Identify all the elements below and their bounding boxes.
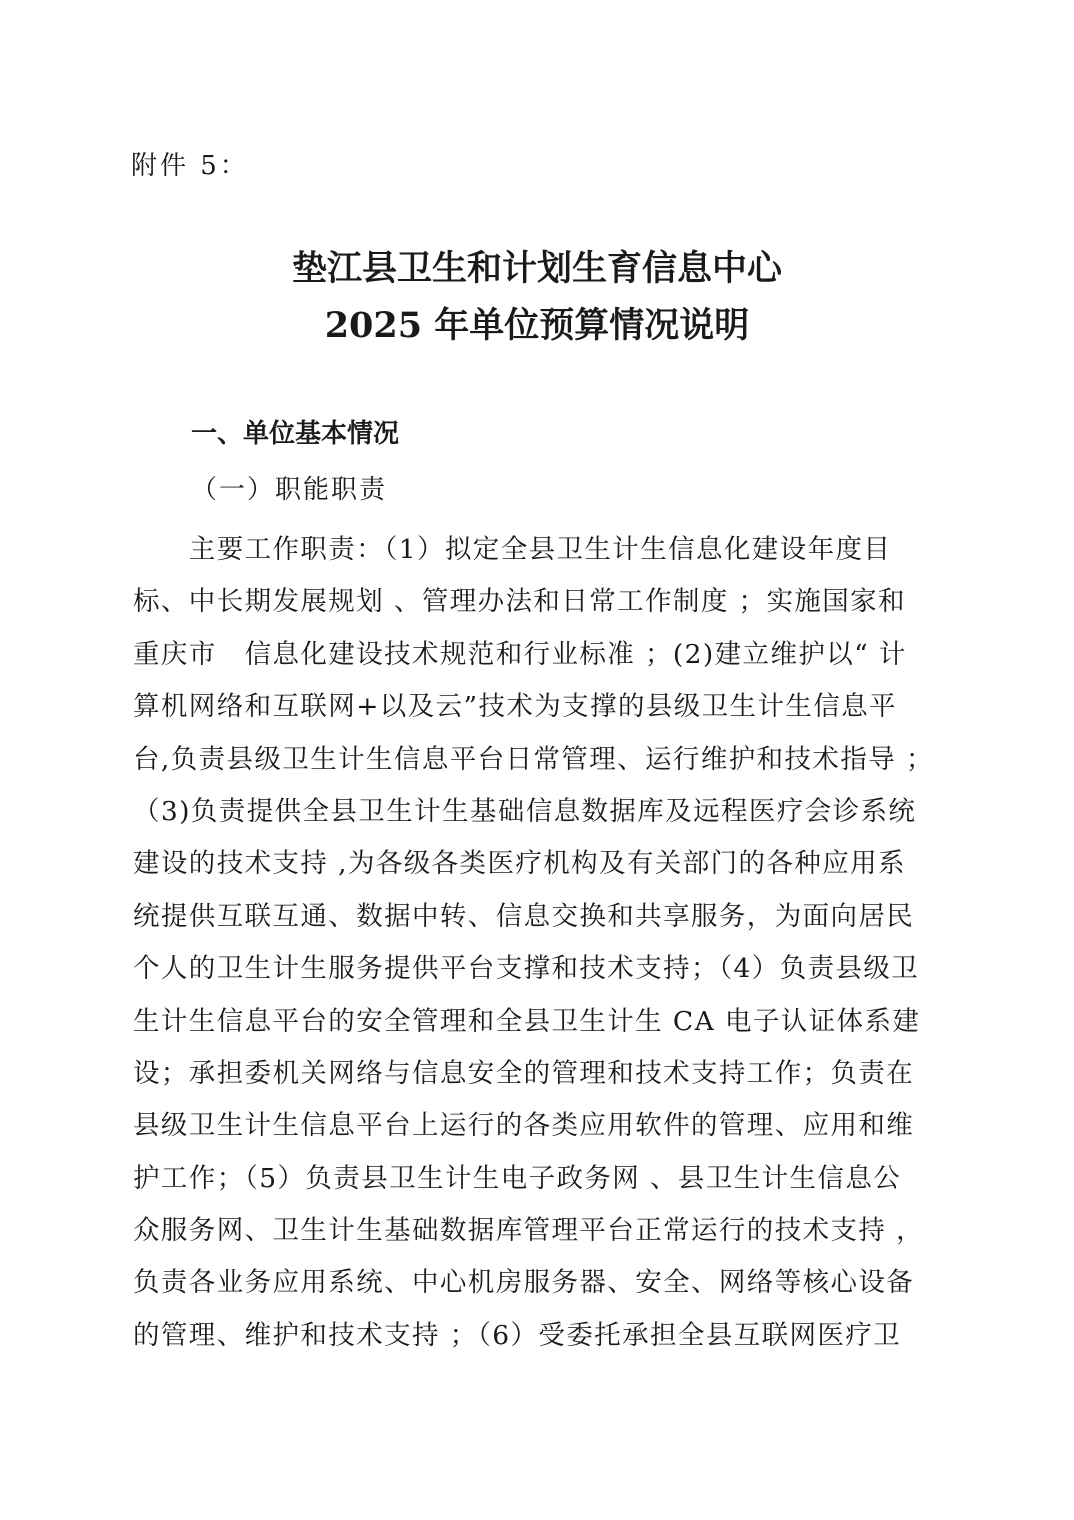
body-line: 设；承担委机关网络与信息安全的管理和技术支持工作；负责在 <box>133 1057 915 1089</box>
body-line: 生计生信息平台的安全管理和全县卫生计生 CA 电子认证体系建 <box>133 1005 921 1037</box>
body-line: 建设的技术支持 ,为各级各类医疗机构及有关部门的各种应用系 <box>133 848 906 880</box>
section-heading-basic-info: 一、单位基本情况 <box>191 419 400 449</box>
title-line-1: 垫江县卫生和计划生育信息中心 <box>291 248 782 289</box>
body-line: 护工作；（5）负责县卫生计生电子政务网 、县卫生计生信息公 <box>133 1162 902 1194</box>
body-line: 个人的卫生计生服务提供平台支撑和技术支持；（4）负责县级卫 <box>133 953 920 985</box>
body-line: 统提供互联互通、数据中转、信息交换和共享服务，为面向居民 <box>133 900 915 932</box>
body-line: 台,负责县级卫生计生信息平台日常管理、运行维护和技术指导 ； <box>133 743 934 775</box>
body-paragraph <box>133 524 943 1362</box>
body-line: 县级卫生计生信息平台上运行的各类应用软件的管理、应用和维 <box>133 1110 915 1142</box>
body-line: 众服务网、卫生计生基础数据库管理平台正常运行的技术支持 ， <box>133 1215 925 1247</box>
body-line: （3)负责提供全县卫生计生基础信息数据库及远程医疗会诊系统 <box>133 795 917 827</box>
body-line: 算机网络和互联网+以及云”技术为支撑的县级卫生计生信息平 <box>133 691 897 723</box>
title-line-2: 2025 年单位预算情况说明 <box>324 305 750 346</box>
attachment-label: 附件 5： <box>131 151 249 181</box>
body-line: 标、中长期发展规划 、管理办法和日常工作制度 ；实施国家和 <box>133 586 906 618</box>
subsection-heading-functions: （一）职能职责 <box>191 475 388 505</box>
body-line: 的管理、维护和技术支持 ；（6）受委托承担全县互联网医疗卫 <box>133 1319 902 1351</box>
body-line: 负责各业务应用系统、中心机房服务器、安全、网络等核心设备 <box>133 1267 915 1299</box>
body-line: 重庆市 信息化建设技术规范和行业标准 ；(2)建立维护以“ 计 <box>133 638 907 670</box>
document-title <box>0 240 1074 354</box>
body-line: 主要工作职责：（1）拟定全县卫生计生信息化建设年度目 <box>133 534 892 565</box>
